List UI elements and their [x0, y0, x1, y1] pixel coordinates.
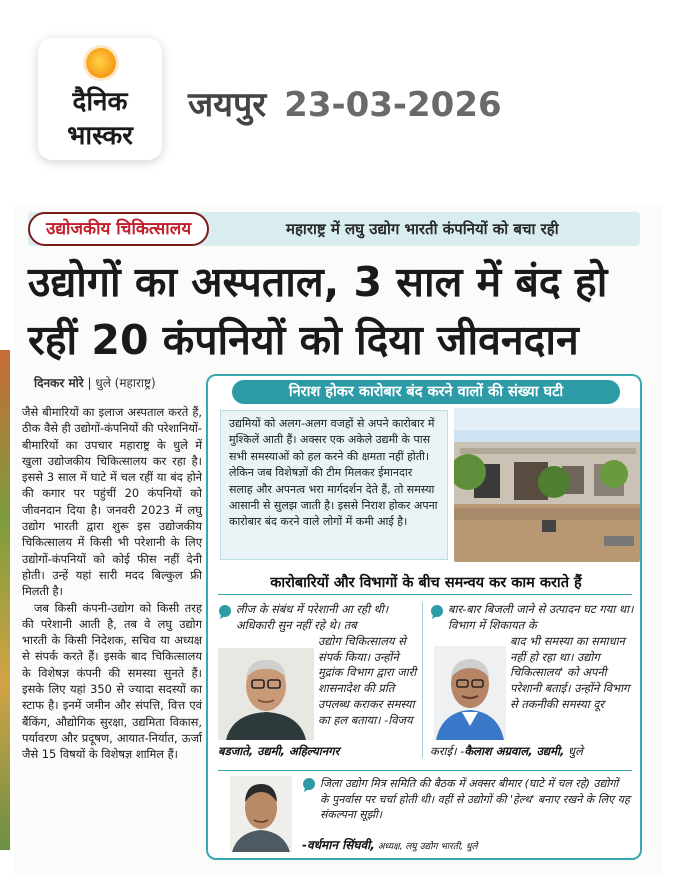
body-paragraph-2: जब किसी कंपनी-उद्योग को किसी तरह की परेशानी आती है, तब वे लघु उद्योग भारती के किसी निदेशक, सचिव या अध्यक्ष से संपर्क करते हैं। इसके बाद चिकित्सालय के विशेषज्ञ कंपनी की समस्या सुनते हैं। इसके लिए यहां 350 से ज्यादा सदस्यों का स्टाफ है। इनमें जमीन और संपत्ति, वित्त एवं बैंकिंग, औद्योगिक सुरक्षा, उद्यमिता विकास, पर्यावरण और प्रदूषण, आयात-निर्यात, ऊर्जा जैसे 15 विषयों के विशेषज्ञ शामिल हैं।: [22, 600, 202, 762]
byline-place: | धुले (महाराष्ट्र): [87, 376, 156, 390]
testimonial-2-signature: [430, 744, 583, 759]
sidebar-panel: [206, 374, 642, 860]
kicker-subtitle: महाराष्ट्र में लघु उद्योग भारती कंपनियों को बचा रही: [286, 220, 559, 238]
headline-line-1: उद्योगों का अस्पताल, 3 साल में बंद हो: [28, 258, 608, 306]
panel-intro: उद्यमियों को अलग-अलग वजहों से अपने कारोबार में मुश्किलें आती हैं। अक्सर एक अकेले उद्यमी के पास सभी समस्याओं को हल करने की क्षमता नहीं होती। लेकिन जब विशेषज्ञों की टीम मिलकर ईमानदार सलाह और अपनत्व भरा मार्गदर्शन देते हैं, तो समस्या आसानी से सुलझ जाती है। इससे निराश होकर अपना कारोबार बंद करने वाले लोगों में कमी आई है।: [220, 410, 448, 560]
portrait-vardhaman-singhvi: [230, 776, 292, 852]
testimonial-3-signature: [302, 836, 478, 853]
testimonial-3-sig-role: अध्यक्ष, लघु उद्योग भारती, धुले: [374, 842, 478, 852]
edition-date: 23-03-2026: [284, 85, 502, 125]
edition-dateline: [188, 80, 502, 126]
edition-city: जयपुर: [188, 85, 267, 125]
testimonial-2-sig-pre: कराई। -: [430, 744, 465, 758]
panel-heading: निराश होकर कारोबार बंद करने वालों की संख्या घटी: [232, 380, 620, 404]
testimonial-1: [218, 602, 418, 762]
testimonial-3: [218, 776, 632, 856]
portrait-kailash-agrawal: [434, 646, 506, 740]
logo-line-2: भास्कर: [67, 121, 133, 151]
panel-subheading: कारोबारियों और विभागों के बीच समन्वय कर काम कराते हैं: [270, 575, 582, 591]
divider: [422, 602, 423, 758]
newspaper-logo: [38, 38, 162, 160]
testimonial-2: [430, 602, 640, 762]
testimonial-3-text: जिला उद्योग मित्र समिति की बैठक में अक्सर बीमार (घाटे में चल रहे) उद्योगों के पुनर्वास पर चर्चा होती थी। वहीं से उद्योगों की 'हेल्थ' बनाए रखने के लिए यह संकल्पना सूझी।: [320, 777, 630, 821]
testimonial-2-text-top: बार-बार बिजली जाने से उत्पादन घट गया था। विभाग में शिकायत के: [448, 602, 634, 632]
testimonial-1-text-side: उद्योग चिकित्सालय से संपर्क किया। उन्होंने मुद्रांक विभाग द्वारा जारी शासनादेश की प्रति उपलब्ध कराकर समस्या का हल बताया। -विजय: [318, 634, 417, 727]
divider: [218, 770, 632, 771]
logo-line-1: दैनिक: [72, 87, 128, 117]
testimonial-3-sig-name: -वर्धमान सिंघवी,: [302, 838, 375, 852]
kicker-row: [28, 212, 640, 246]
clinic-building-photo: [454, 408, 640, 562]
byline-name: दिनकर मोरे: [34, 376, 84, 390]
testimonial-2-sig-post: धुले: [564, 744, 583, 758]
testimonial-1-signature: बडजाते, उद्यमी, अहिल्यानगर: [218, 744, 340, 758]
quote-icon: [218, 605, 232, 619]
headline-line-2: रहीं 20 कंपनियों को दिया जीवनदान: [28, 316, 579, 364]
sun-icon: [86, 48, 116, 78]
testimonial-2-sig-name: कैलाश अग्रवाल, उद्यमी,: [464, 744, 565, 758]
divider: [218, 594, 632, 595]
portrait-vijay-badjate: [218, 648, 314, 740]
kicker-label: उद्योजकीय चिकित्सालय: [28, 212, 209, 246]
byline: [34, 374, 156, 391]
quote-icon: [302, 778, 316, 792]
testimonial-1-text-top: लीज के संबंध में परेशानी आ रही थी। अधिकारी सुन नहीं रहे थे। तब: [236, 602, 389, 632]
testimonial-2-text-side: बाद भी समस्या का समाधान नहीं हो रहा था। उद्योग चिकित्सालय' को अपनी परेशानी बताई। उन्होंने विभाग से तकनीकी समस्या दूर: [510, 634, 630, 711]
adjacent-clipping-strip: [0, 350, 10, 850]
quote-icon: [430, 605, 444, 619]
article-body: [22, 404, 202, 763]
body-paragraph-1: जैसे बीमारियों का इलाज अस्पताल करते हैं, ठीक वैसे ही उद्योगों-कंपनियों की परेशानियों-बीमारियों का उपचार महाराष्ट्र के धुले में खुला उद्योजकीय चिकित्सालय कर रहा है। इससे 3 साल में घाटे में चल रहीं या बंद होने की कगार पर पहुंचीं 20 कंपनियों को जीवनदान दिया है। जनवरी 2023 में लघु उद्योग भारती द्वारा शुरू इस उद्योजकीय चिकित्सालय में किसी भी परेशानी के लिए उद्योगों-कंपनियों को कोई फीस नहीं देनी होती। उन्हें यहां सारी मदद बिल्कुल फ्री मिलती है।: [22, 405, 202, 599]
